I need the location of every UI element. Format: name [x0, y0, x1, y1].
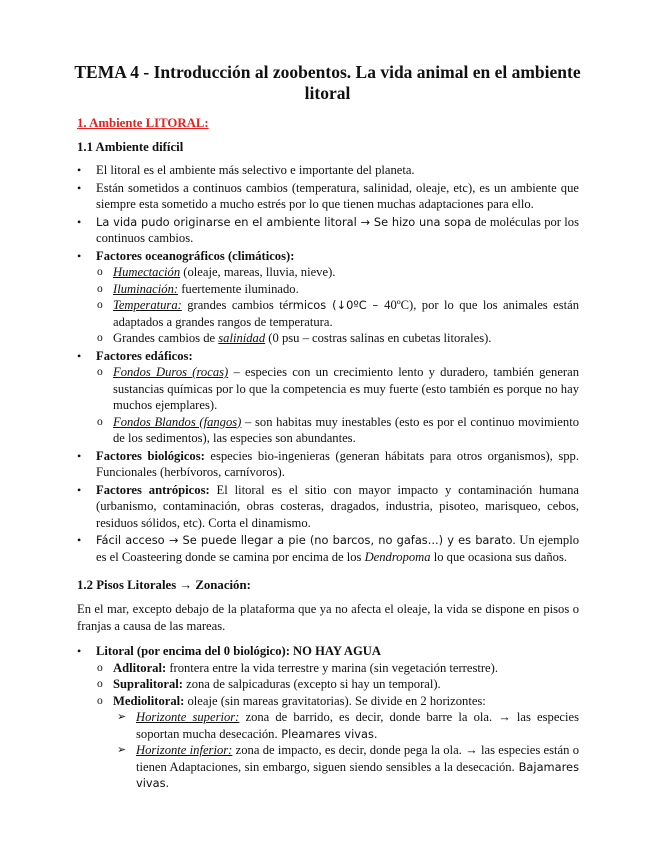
bullet-item-factores-antropicos — [77, 482, 579, 532]
subitem-iluminacion — [96, 281, 579, 298]
term: Horizonte superior: — [136, 710, 240, 724]
bullet-text-handwritten: La vida pudo originarse en el ambiente litoral → Se hizo una sopa — [96, 214, 472, 229]
document-title: TEMA 4 - Introducción al zoobentos. La vida animal en el ambiente litoral — [74, 62, 581, 103]
term-text-handwritten: Pleamares vivas. — [277, 726, 378, 741]
subsection-heading-pisos-litorales: 1.2 Pisos Litorales → Zonación: — [77, 578, 251, 592]
subitem-adlitoral — [96, 660, 579, 677]
term-text: oleaje (sin mareas gravitatorias). Se divide en 2 horizontes: — [184, 693, 486, 708]
term: Mediolitoral: — [113, 693, 185, 708]
term-text: – especies con un crecimiento lento y duradero, también generan sustancias químicas por lo que la competencia es muy fuerte (esto también es porque no hay muchos ejemplares). — [113, 365, 579, 412]
bullet-text: El litoral es el ambiente más selectivo e importante del planeta. — [96, 163, 415, 177]
term: Humectación — [113, 265, 181, 279]
term: salinidad — [218, 331, 266, 345]
bullet-list-ambiente-dificil — [77, 162, 579, 566]
term-text: Grandes cambios de — [113, 331, 219, 345]
bullet-item-factores-oceanograficos — [77, 248, 579, 347]
term: Temperatura: — [113, 298, 182, 312]
bullet-item-factores-biologicos — [77, 448, 579, 481]
bullet-text: lo que ocasiona sus daños. — [430, 549, 567, 564]
term-text: (0 psu – costras salinas en cubetas litorales). — [265, 331, 492, 345]
term-text: – son habitas muy inestables (esto es por el continuo movimiento de los sedimentos), las especies son abundantes. — [113, 414, 579, 445]
factor-label: Factores antrópicos: — [96, 482, 210, 497]
bullet-text: de moléculas por los continuos cambios. — [96, 214, 579, 245]
sublist-oceanograficos — [96, 264, 579, 347]
factor-label: Factores edáficos: — [96, 348, 193, 363]
factor-label: Factores biológicos: — [96, 448, 205, 463]
bullet-list-pisos — [77, 643, 579, 793]
bullet-text: . Un ejemplo es el Coasteering donde se camina por encima de los — [96, 533, 579, 564]
sublist-litoral — [96, 660, 579, 792]
term-text-handwritten: rmicos (↓0ºC – — [288, 298, 385, 312]
arrow-item-horizonte-inferior — [113, 742, 579, 792]
piso-label: Litoral (por encima del 0 biológico): NO HAY AGUA — [96, 644, 381, 658]
term: Fondos Blandos (fangos) — [113, 414, 242, 429]
bullet-item-litoral — [77, 643, 579, 792]
bullet-item-selectivo — [77, 162, 579, 179]
term-text: fuertemente iluminado. — [178, 281, 299, 296]
term-text: zona de barrido, es decir, donde barre la ola. → las especies soportan mucha desecación. — [136, 710, 579, 741]
factor-text: especies bio-ingenieras (generan hábitats para otros organismos), spp. Funcionales (herbívoros, carnívoros). — [96, 448, 579, 479]
section-heading-ambiente-litoral: 1. Ambiente LITORAL: — [77, 116, 209, 130]
subitem-fondos-duros — [96, 364, 579, 414]
subitem-mediolitoral — [96, 693, 579, 792]
bullet-text-handwritten: Fácil acceso → Se puede llegar a pie (no barcos, no gafas...) y es barato — [96, 533, 513, 547]
bullet-item-cambios — [77, 180, 579, 213]
term-text: 40ºC), por lo que los animales están adaptados a grandes rangos de temperatura. — [113, 298, 579, 329]
bullet-item-facil-acceso — [77, 532, 579, 565]
subitem-salinidad — [96, 330, 579, 347]
term-text: (oleaje, mareas, lluvia, nieve). — [180, 265, 336, 279]
term: Adlitoral: — [113, 660, 167, 675]
term-text-handwritten: Bajamares vivas. — [136, 759, 580, 790]
subitem-humectacion — [96, 264, 579, 281]
genus-name: Dendropoma — [364, 549, 431, 564]
term: Supralitoral: — [113, 677, 183, 691]
term: Horizonte inferior: — [136, 743, 233, 757]
term-text: zona de impacto, es decir, donde pega la ola. → las especies están o tienen Adaptaciones, sin embargo, siguen siendo sensibles a la desecación. — [136, 743, 579, 774]
bullet-item-origen-vida — [77, 214, 579, 247]
factor-label: Factores oceanográficos (climáticos): — [96, 248, 295, 263]
arrow-list-horizontes — [113, 709, 579, 792]
factor-text: El litoral es el sitio con mayor impacto y contaminación humana (urbanismo, contaminación, obras costeras, dragados, industria, pisoteo, marisqueo, cebos, residuos sólidos, etc). Corta el dinamismo. — [96, 482, 580, 530]
term: Iluminación: — [113, 281, 179, 296]
subitem-supralitoral — [96, 676, 579, 693]
term: Fondos Duros (rocas) — [113, 365, 229, 379]
subsection-heading-ambiente-dificil: 1.1 Ambiente difícil — [77, 140, 184, 154]
arrow-item-horizonte-superior — [113, 709, 579, 742]
bullet-item-factores-edaficos — [77, 348, 579, 447]
paragraph-zonacion-intro: En el mar, excepto debajo de la plataforma que ya no afecta el oleaje, la vida se dispone en pisos o franjas a causa de las mareas. — [77, 602, 579, 633]
term-text: frontera entre la vida terrestre y marina (sin vegetación terrestre). — [166, 660, 498, 675]
term-text: grandes cambios té — [181, 298, 289, 312]
bullet-text: Están sometidos a continuos cambios (temperatura, salinidad, oleaje, etc), es un ambiente que siempre esta sometido a mucho estrés por lo que tienen muchas adaptaciones para ello. — [96, 180, 579, 211]
term-text: zona de salpicaduras (excepto si hay un temporal). — [182, 677, 441, 691]
sublist-edaficos — [96, 364, 579, 447]
subitem-fondos-blandos — [96, 414, 579, 447]
subitem-temperatura — [96, 297, 579, 330]
